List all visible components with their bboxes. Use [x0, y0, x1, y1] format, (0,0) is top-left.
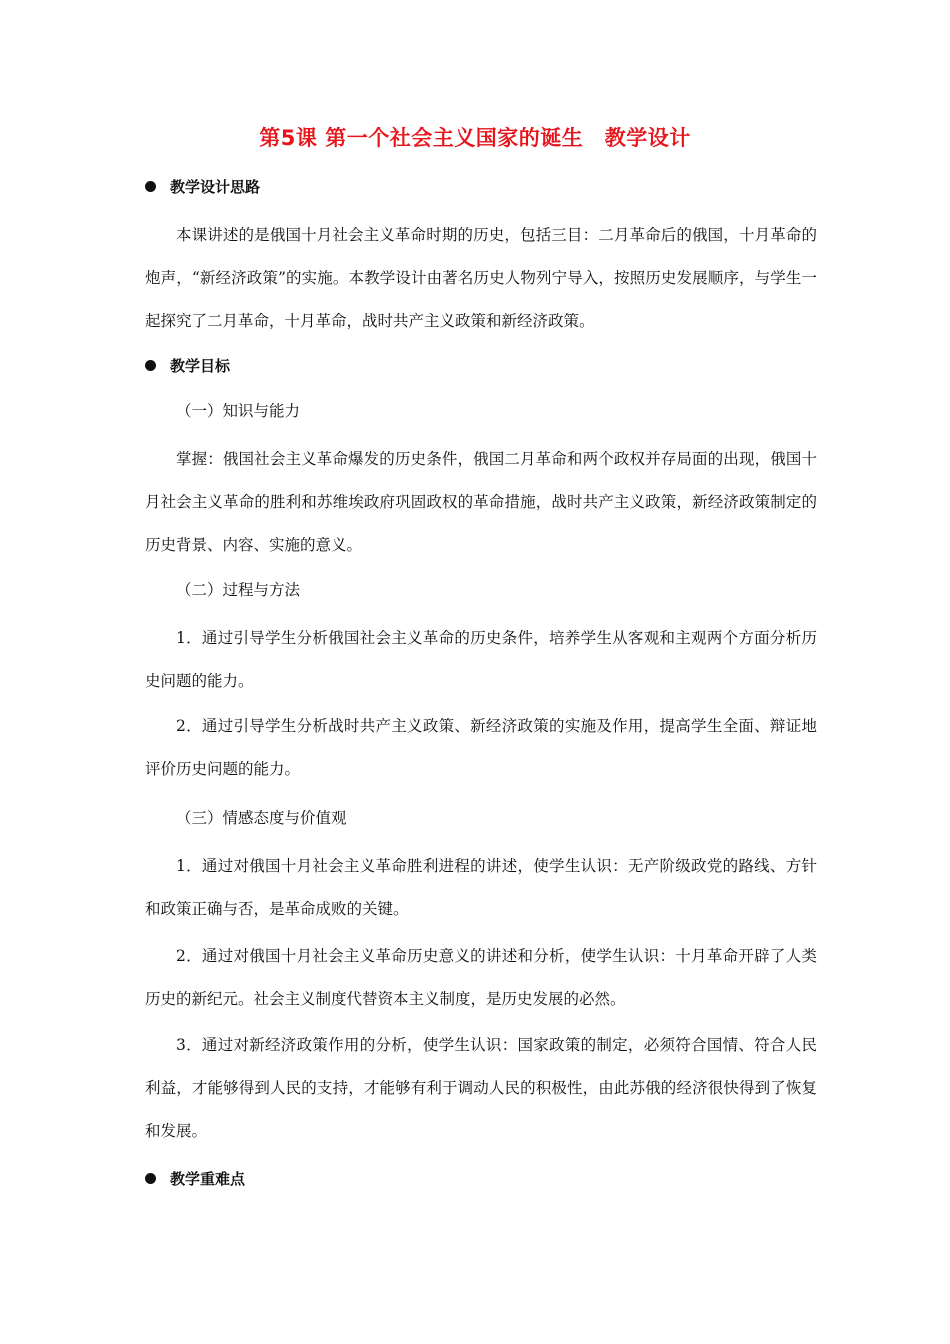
- section-heading-text: 教学目标: [170, 357, 231, 375]
- bullet-icon: [145, 1173, 156, 1184]
- objective-process-item: 1．通过引导学生分析俄国社会主义革命的历史条件，培养学生从客观和主观两个方面分析历史问题的能力。: [145, 629, 817, 690]
- objective-process-item: 2．通过引导学生分析战时共产主义政策、新经济政策的实施及作用，提高学生全面、辩证地评价历史问题的能力。: [145, 717, 817, 778]
- bullet-icon: [145, 181, 156, 192]
- objective-values-item: 2．通过对俄国十月社会主义革命历史意义的讲述和分析，使学生认识：十月革命开辟了人类历史的新纪元。社会主义制度代替资本主义制度，是历史发展的必然。: [145, 947, 817, 1008]
- bullet-icon: [145, 360, 156, 371]
- objective-knowledge-label: （一）知识与能力: [176, 402, 301, 420]
- section-heading-text: 教学重难点: [170, 1170, 246, 1188]
- document-title: 第5课 第一个社会主义国家的诞生 教学设计: [259, 126, 691, 150]
- objective-values-label: （三）情感态度与价值观: [176, 809, 347, 827]
- design-idea-paragraph: 本课讲述的是俄国十月社会主义革命时期的历史，包括三目：二月革命后的俄国，十月革命的炮声，“新经济政策”的实施。本教学设计由著名历史人物列宁导入，按照历史发展顺序，与学生一起探究了二月革命，十月革命，战时共产主义政策和新经济政策。: [145, 226, 817, 330]
- section-heading-objectives: [145, 355, 230, 376]
- objective-knowledge-text: 掌握：俄国社会主义革命爆发的历史条件，俄国二月革命和两个政权并存局面的出现，俄国十月社会主义革命的胜利和苏维埃政府巩固政权的革命措施，战时共产主义政策，新经济政策制定的历史背景、内容、实施的意义。: [145, 450, 817, 554]
- section-heading-text: 教学设计思路: [170, 178, 261, 196]
- objective-values-item: 3．通过对新经济政策作用的分析，使学生认识：国家政策的制定，必须符合国情、符合人民利益，才能够得到人民的支持，才能够有利于调动人民的积极性，由此苏俄的经济很快得到了恢复和发展。: [145, 1036, 817, 1140]
- section-heading-design-idea: [145, 176, 260, 197]
- objective-process-label: （二）过程与方法: [176, 581, 301, 599]
- objective-values-item: 1．通过对俄国十月社会主义革命胜利进程的讲述，使学生认识：无产阶级政党的路线、方针和政策正确与否，是革命成败的关键。: [145, 857, 817, 918]
- section-heading-key-points: [145, 1168, 245, 1189]
